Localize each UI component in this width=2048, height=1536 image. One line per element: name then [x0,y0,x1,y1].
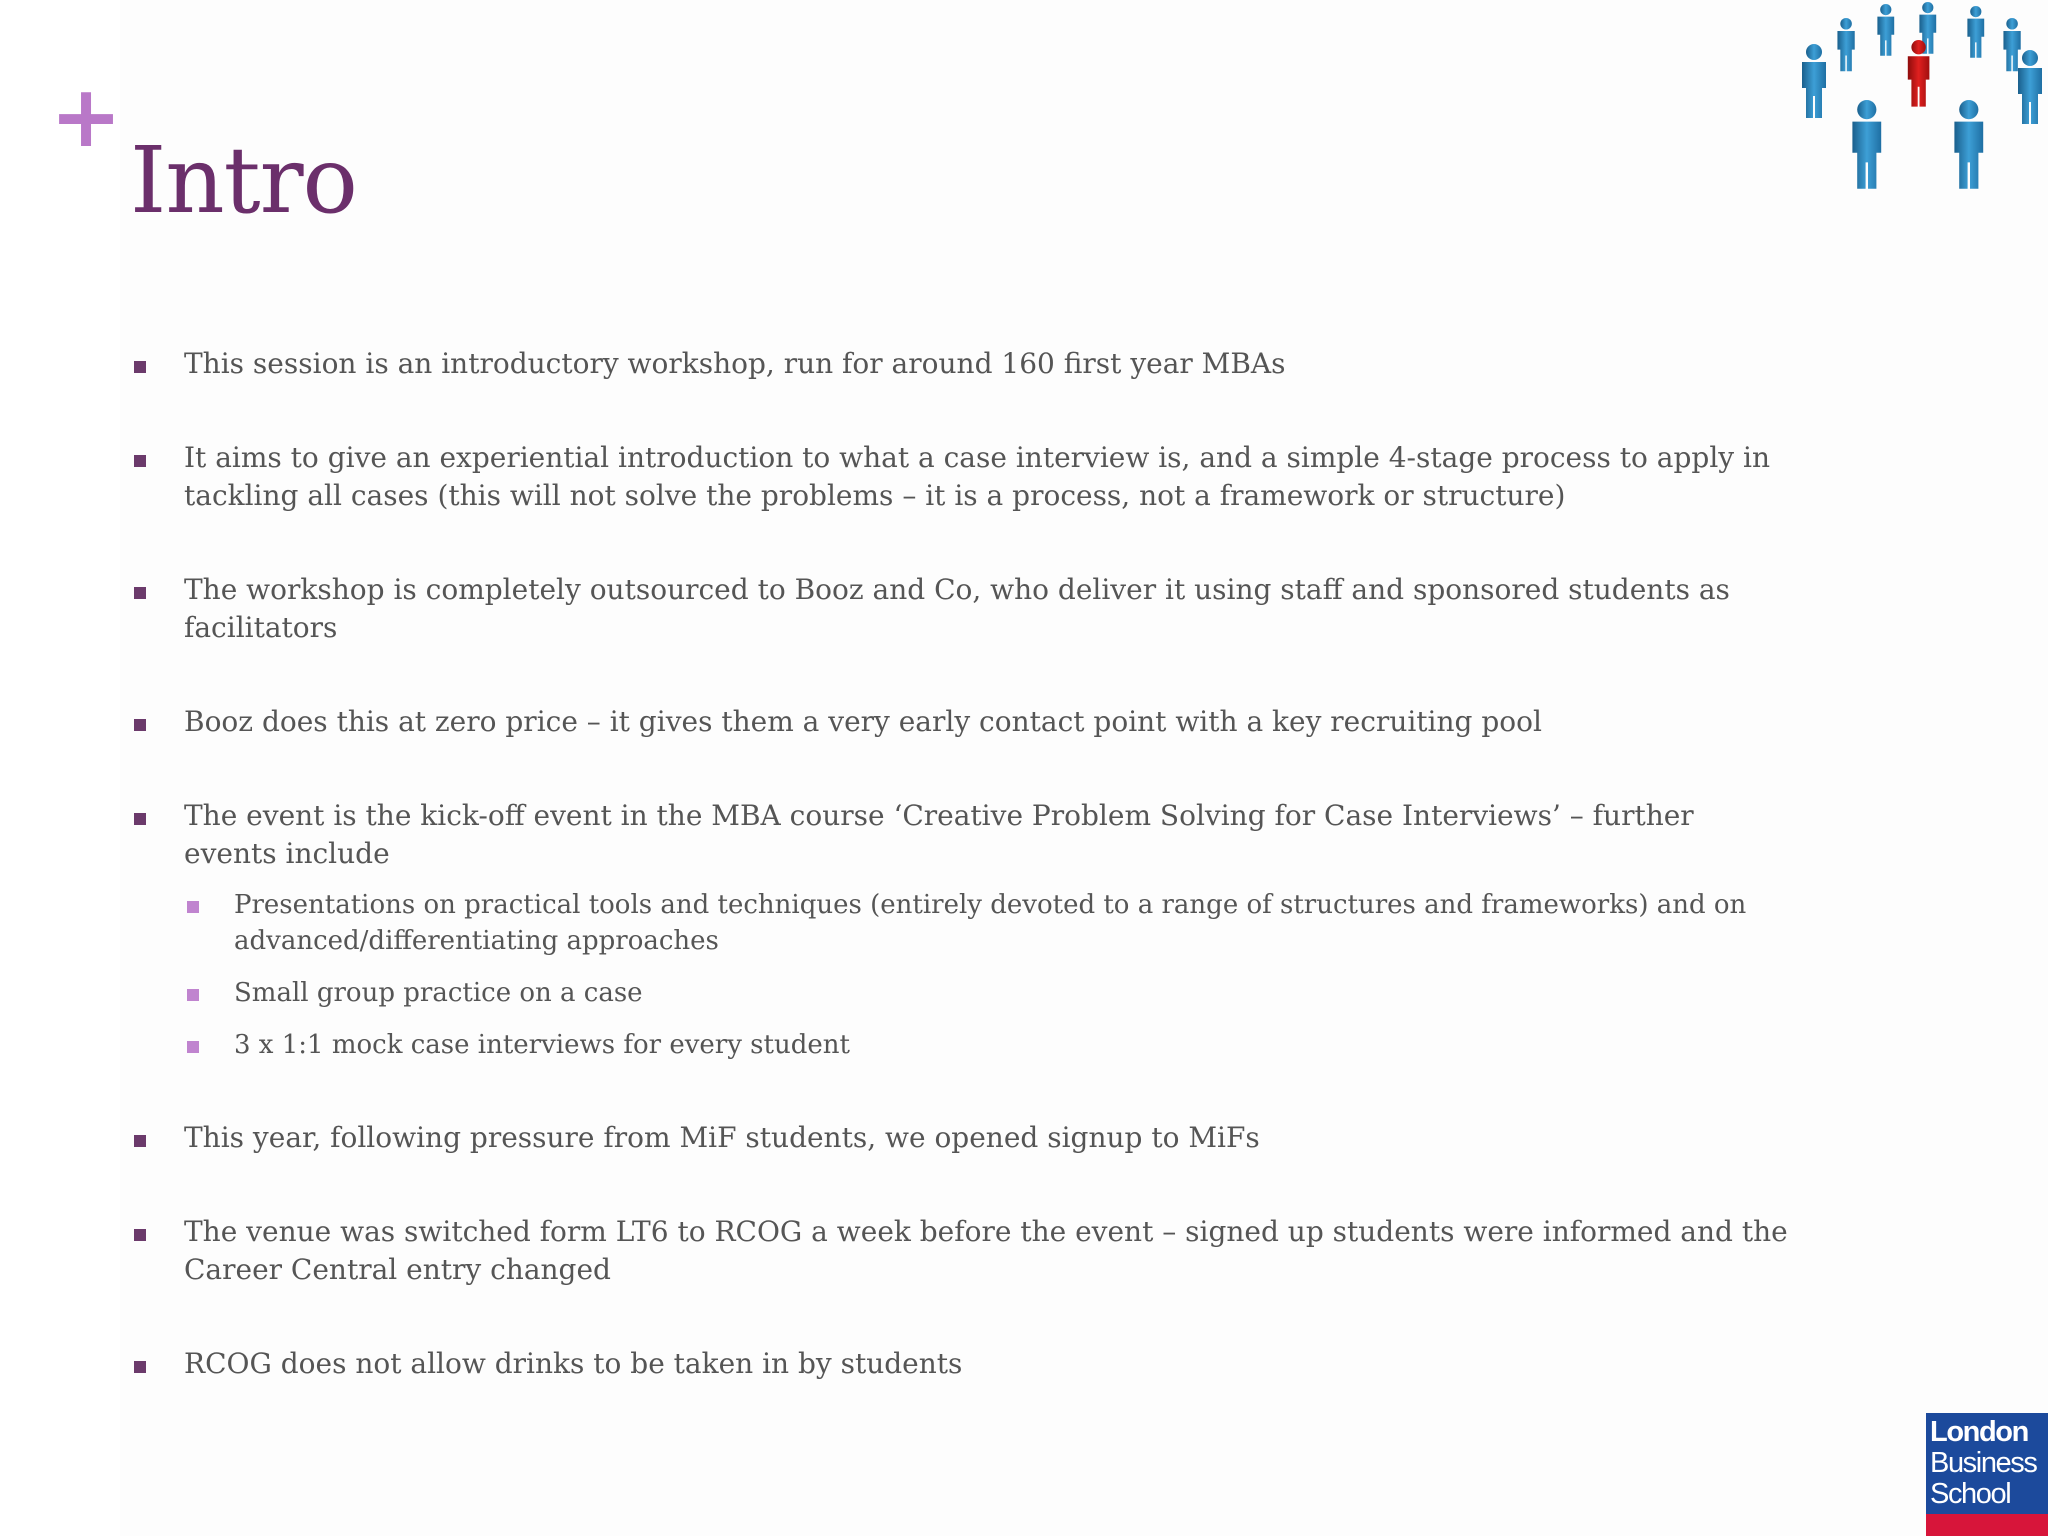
logo-line-london: London [1930,1416,2028,1448]
square-sub-bullet-icon [187,1041,199,1053]
bullet-item [130,439,1790,515]
logo-wordmark [1930,1417,2036,1510]
square-bullet-icon [134,1361,146,1373]
bullet-item [130,1345,1790,1383]
bullet-text: RCOG does not allow drinks to be taken in by students [184,1347,963,1380]
square-bullet-icon [134,1135,146,1147]
square-bullet-icon [134,587,146,599]
person-figure [1837,18,1854,71]
person-figure [1967,6,1984,58]
bullet-text: The venue was switched form LT6 to RCOG a week before the event – signed up students were informed and the Career Central entry changed [184,1215,1788,1286]
bullet-item [130,1213,1790,1289]
bullet-text: The event is the kick-off event in the MBA course ‘Creative Problem Solving for Case Interviews’ – further events include [184,799,1694,870]
bullet-text: This year, following pressure from MiF students, we opened signup to MiFs [184,1121,1260,1154]
square-bullet-icon [134,361,146,373]
square-bullet-icon [134,1229,146,1241]
sub-bullet-list [184,887,1790,1063]
slide-title: Intro [130,127,357,234]
bullet-item [130,571,1790,647]
sub-bullet-text: 3 x 1:1 mock case interviews for every student [234,1030,850,1060]
london-business-school-logo [1926,1413,2048,1536]
person-figure [1802,44,1826,118]
people-circle-icon [1792,0,2048,196]
plus-decoration: + [50,67,123,167]
bullet-text: It aims to give an experiential introduction to what a case interview is, and a simple 4-stage process to apply in tackling all cases (this will not solve the problems – it is a process, not a framework or structure) [184,441,1770,512]
person-figure [1954,100,1983,189]
bullet-text: Booz does this at zero price – it gives them a very early contact point with a key recruiting pool [184,705,1542,738]
bullet-item [130,703,1790,741]
person-figure [2018,50,2042,124]
person-figure [2003,18,2020,71]
bullet-list [130,345,1790,1439]
square-sub-bullet-icon [187,901,199,913]
square-bullet-icon [134,455,146,467]
bullet-item [130,345,1790,383]
person-figure [1877,4,1894,56]
logo-line-school: School [1930,1478,2011,1510]
bullet-item [130,797,1790,1063]
square-bullet-icon [134,719,146,731]
sub-bullet-item [184,1027,1790,1063]
sub-bullet-item [184,975,1790,1011]
bullet-text: The workshop is completely outsourced to Booz and Co, who deliver it using staff and sponsored students as facilitators [184,573,1730,644]
logo-line-business: Business [1930,1447,2037,1479]
square-sub-bullet-icon [187,989,199,1001]
logo-red-stripe [1926,1514,2048,1536]
sub-bullet-text: Small group practice on a case [234,978,643,1008]
person-figure [1852,100,1881,189]
sub-bullet-text: Presentations on practical tools and techniques (entirely devoted to a range of structures and frameworks) and on advanced/differentiating approaches [234,890,1747,956]
sub-bullet-item [184,887,1790,959]
square-bullet-icon [134,813,146,825]
bullet-item [130,1119,1790,1157]
bullet-text: This session is an introductory workshop, run for around 160 first year MBAs [184,347,1286,380]
